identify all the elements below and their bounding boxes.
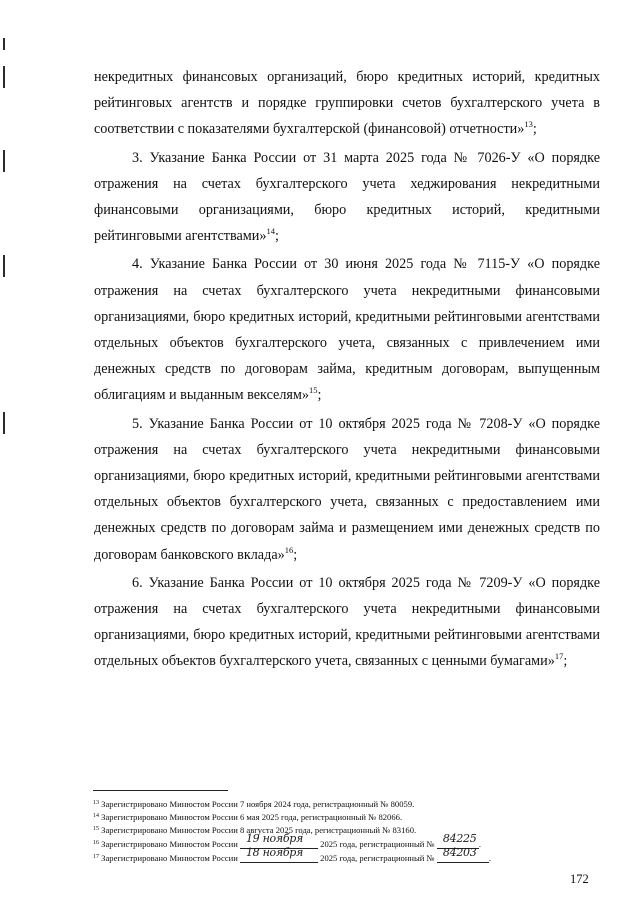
footnote-ref[interactable]: 15 — [309, 385, 318, 396]
margin-mark — [3, 38, 5, 50]
paragraph-item-5: 5. Указание Банка России от 10 октября 2025 года № 7208-У «О порядке отражения на счетах бухгалтерского учета некредитными финансовыми организациями, бюро кредитных историй, кредитными рейтинговыми агентствами отдельных объектов бухгалтерского учета, связанных с предоставлением ими денежных средств по договорам займа и размещением ими денежных средств по договорам банковского вклада»$^{16}$; — [94, 415, 600, 563]
paragraph-item-3: 3. Указание Банка России от 31 марта 2025 года № 7026-У «О порядке отражения на счетах бухгалтерского учета хеджирования некредитными финансовыми организациями, бюро кредитных историй, кредитными рейтинговыми агентствами»$^{14}$; — [94, 149, 600, 245]
margin-mark — [3, 150, 5, 172]
handwritten-reg-number-field: 84203 — [437, 851, 489, 863]
footnote-14: $^{14}$ Зарегистрировано Минюстом России 6 мая 2025 года, регистрационный № 82066. — [93, 812, 403, 822]
footnote-divider — [93, 790, 228, 791]
margin-mark — [3, 66, 5, 88]
footnote-ref[interactable]: 13 — [524, 119, 533, 130]
handwritten-date-field: 18 ноября — [240, 851, 318, 863]
margin-mark — [3, 412, 5, 434]
paragraph-item-4: 4. Указание Банка России от 30 июня 2025 года № 7115-У «О порядке отражения на счетах бухгалтерского учета некредитными финансовыми организациями, бюро кредитных историй, кредитными рейтинговыми агентствами отдельных объектов бухгалтерского учета, связанных с привлечением ими денежных средств по договорам займа, кредитным договорам, выпущенным облигациям и выданным векселям»$^{15}$; — [94, 256, 600, 404]
paragraph-continuation: некредитных финансовых организаций, бюро кредитных историй, кредитных рейтинговых агентств и порядке группировки счетов бухгалтерского учета в соответствии с показателями бухгалтерской (финансовой) отчетности»$^{13}$; — [94, 69, 600, 138]
footnote-13: $^{13}$ Зарегистрировано Минюстом России 7 ноября 2024 года, регистрационный № 80059. — [93, 799, 415, 809]
footnote-ref[interactable]: 16 — [284, 544, 294, 555]
footnote-15: $^{15}$ Зарегистрировано Минюстом России 8 августа 2025 года, регистрационный № 83160. — [93, 825, 417, 835]
footnote-ref[interactable]: 17 — [554, 651, 564, 662]
paragraph-item-6: 6. Указание Банка России от 10 октября 2025 года № 7209-У «О порядке отражения на счетах бухгалтерского учета некредитными финансовыми организациями, бюро кредитных историй, кредитными рейтинговыми агентствами отдельных объектов бухгалтерского учета, связанных с ценными бумагами»$^{17}$; — [94, 574, 600, 670]
footnote-ref[interactable]: 14 — [266, 226, 275, 237]
handwritten-reg-number-field: 84225 — [437, 837, 479, 849]
handwritten-date-field: 19 ноября — [240, 837, 318, 849]
margin-mark — [3, 255, 5, 277]
document-body — [94, 64, 600, 675]
footnotes-section — [93, 790, 613, 865]
footnote-16: $^{16}$ Зарегистрировано Минюстом России 19 ноября 2025 года, регистрационный № 84225 . — [93, 832, 482, 849]
page-number: 172 — [570, 872, 589, 886]
footnote-17: $^{17}$ Зарегистрировано Минюстом России 18 ноября 2025 года, регистрационный № 84203 . — [93, 846, 492, 863]
